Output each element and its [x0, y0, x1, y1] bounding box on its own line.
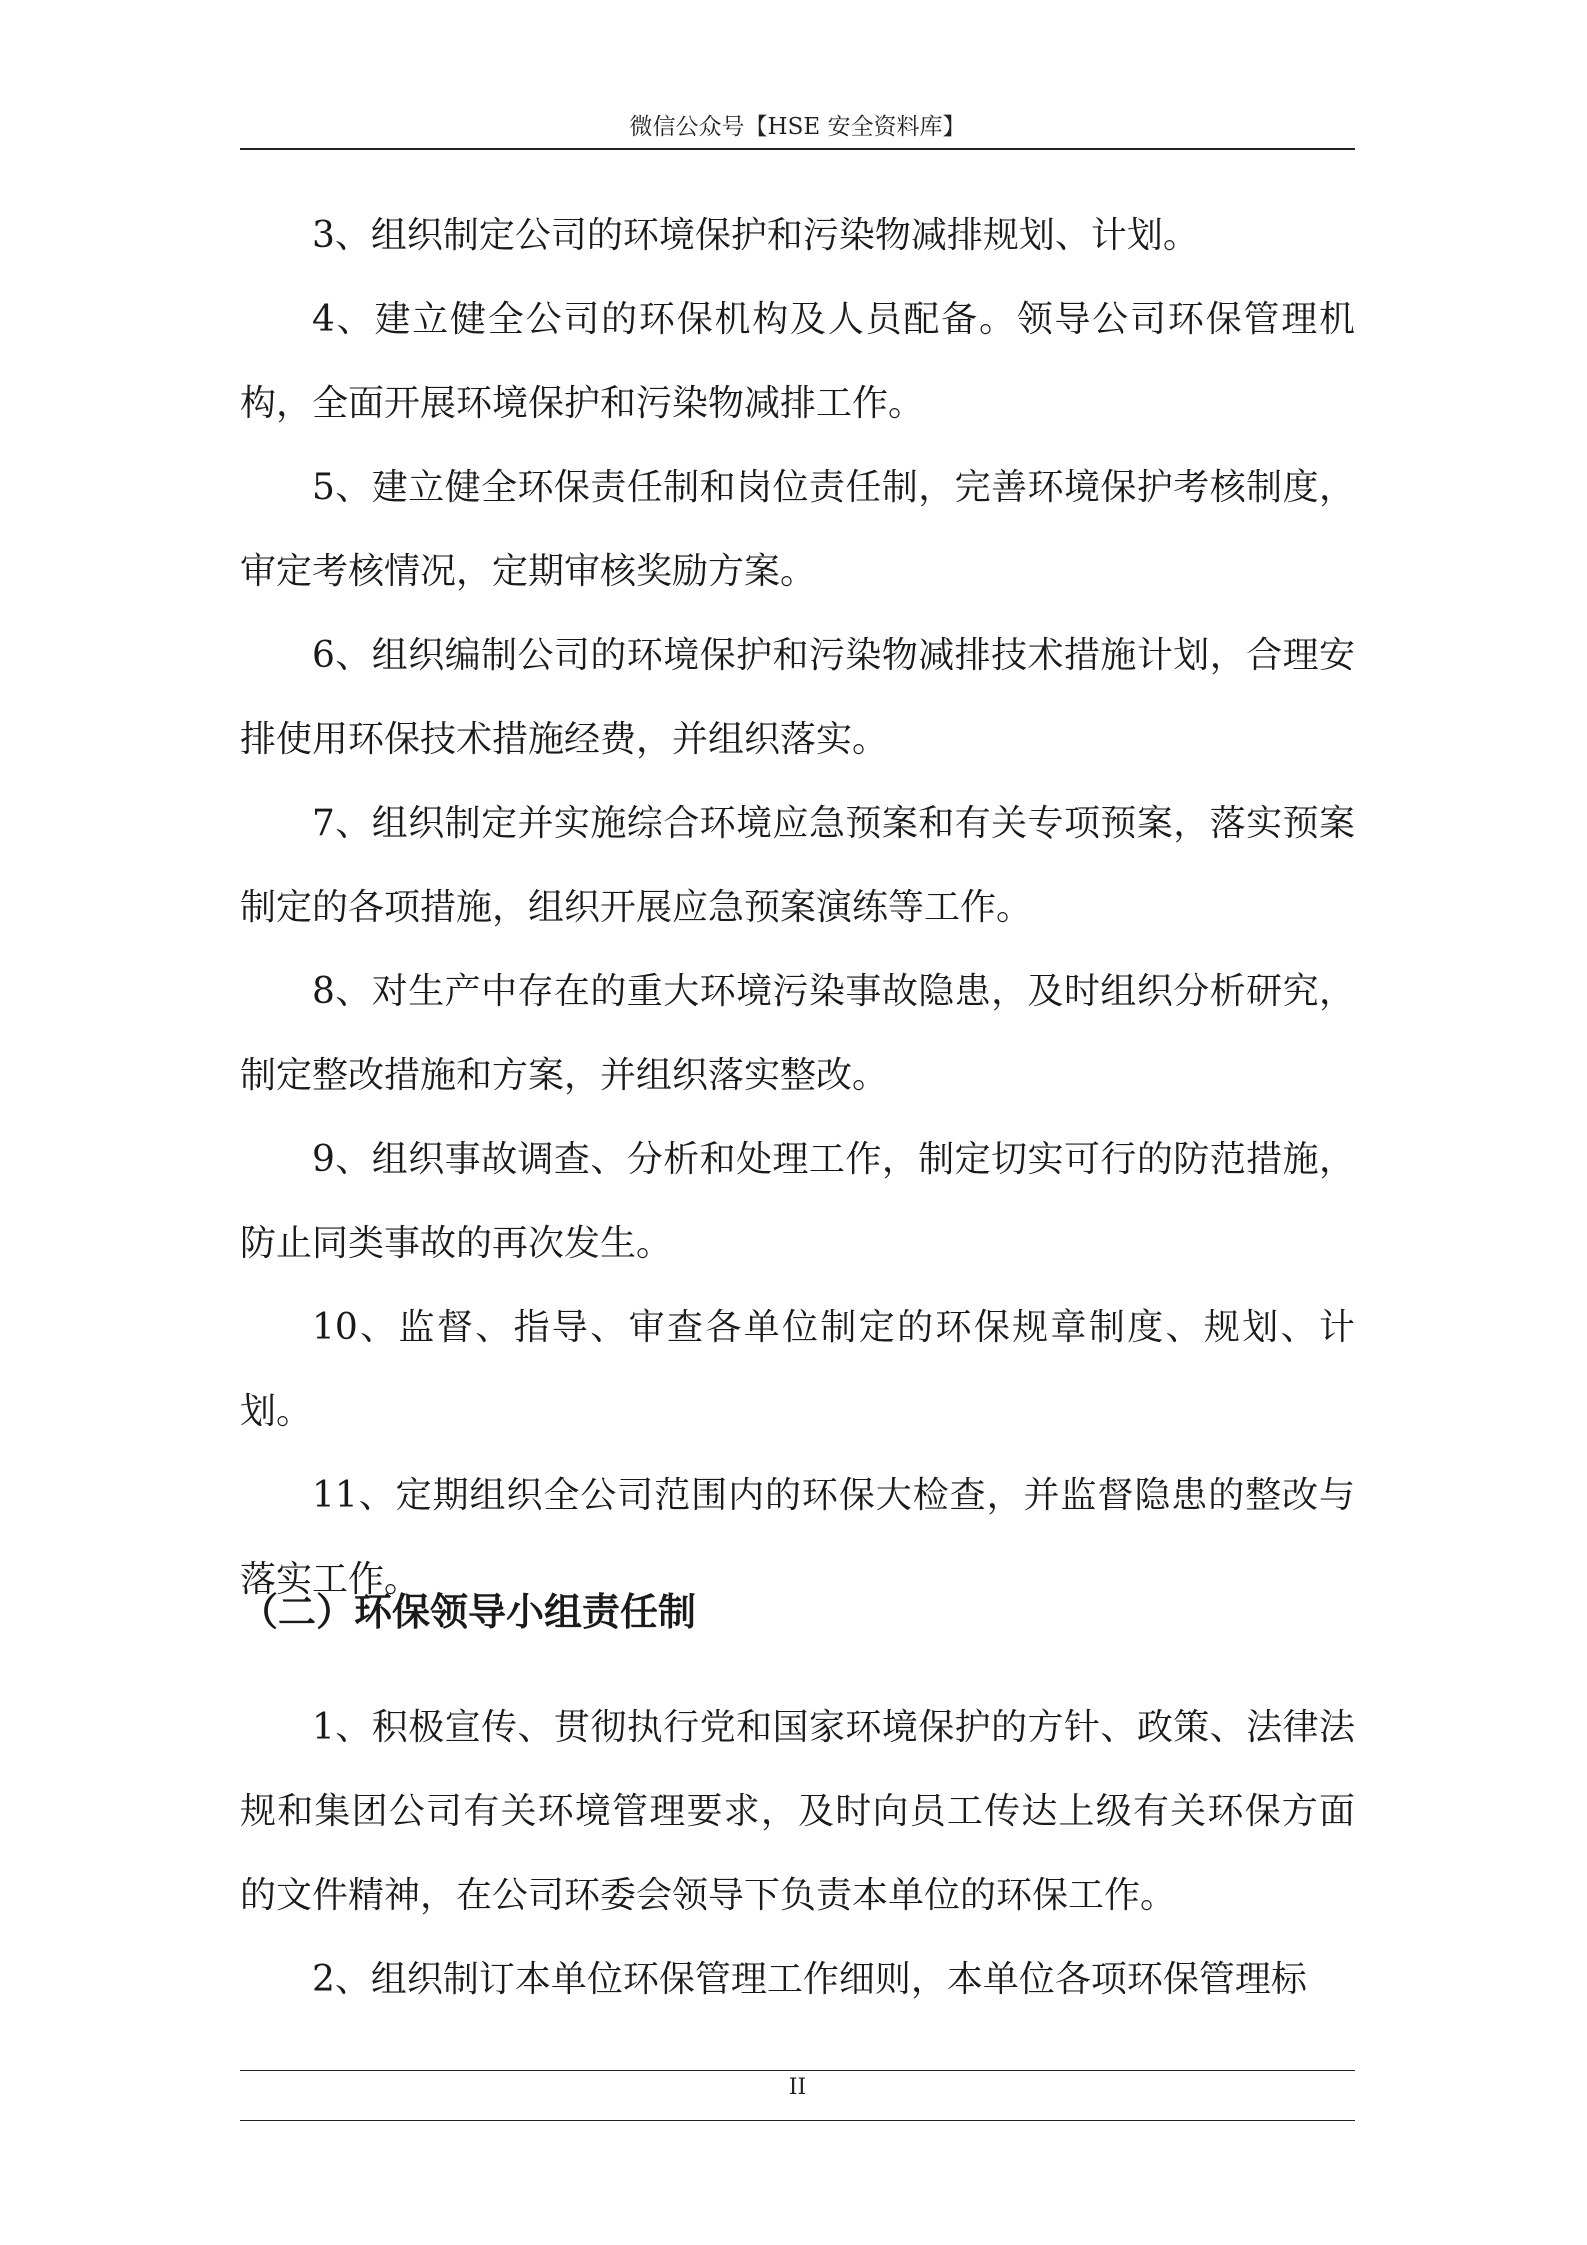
body-text-top [240, 194, 1355, 1622]
paragraph: 5、建立健全环保责任制和岗位责任制，完善环境保护考核制度，审定考核情况，定期审核奖励方案。 [240, 467, 1355, 592]
paragraph: 4、建立健全公司的环保机构及人员配备。领导公司环保管理机构，全面开展环境保护和污染物减排工作。 [240, 299, 1355, 424]
footer-rule-bottom [240, 2120, 1355, 2121]
body-text-bottom [240, 1686, 1355, 2022]
paragraph: 2、组织制订本单位环保管理工作细则，本单位各项环保管理标 [312, 1959, 1307, 2000]
paragraph: 7、组织制定并实施综合环境应急预案和有关专项预案，落实预案制定的各项措施，组织开展应急预案演练等工作。 [240, 803, 1355, 928]
paragraph: 11、定期组织全公司范围内的环保大检查，并监督隐患的整改与落实工作。 [240, 1475, 1355, 1600]
paragraph: 6、组织编制公司的环境保护和污染物减排技术措施计划，合理安排使用环保技术措施经费，并组织落实。 [240, 635, 1355, 760]
footer-rule-top [240, 2070, 1355, 2071]
paragraph: 3、组织制定公司的环境保护和污染物减排规划、计划。 [312, 215, 1199, 256]
page-header: 微信公众号【HSE 安全资料库】 [629, 114, 966, 140]
paragraph: 9、组织事故调查、分析和处理工作，制定切实可行的防范措施，防止同类事故的再次发生。 [240, 1139, 1355, 1264]
page-number: II [788, 2075, 807, 2100]
paragraph: 1、积极宣传、贯彻执行党和国家环境保护的方针、政策、法律法规和集团公司有关环境管理要求，及时向员工传达上级有关环保方面的文件精神，在公司环委会领导下负责本单位的环保工作。 [240, 1707, 1355, 1916]
section-heading: （二）环保领导小组责任制 [240, 1589, 697, 1634]
paragraph: 10、监督、指导、审查各单位制定的环保规章制度、规划、计划。 [240, 1307, 1355, 1432]
paragraph: 8、对生产中存在的重大环境污染事故隐患，及时组织分析研究，制定整改措施和方案，并组织落实整改。 [240, 971, 1355, 1096]
header-rule [240, 148, 1355, 150]
